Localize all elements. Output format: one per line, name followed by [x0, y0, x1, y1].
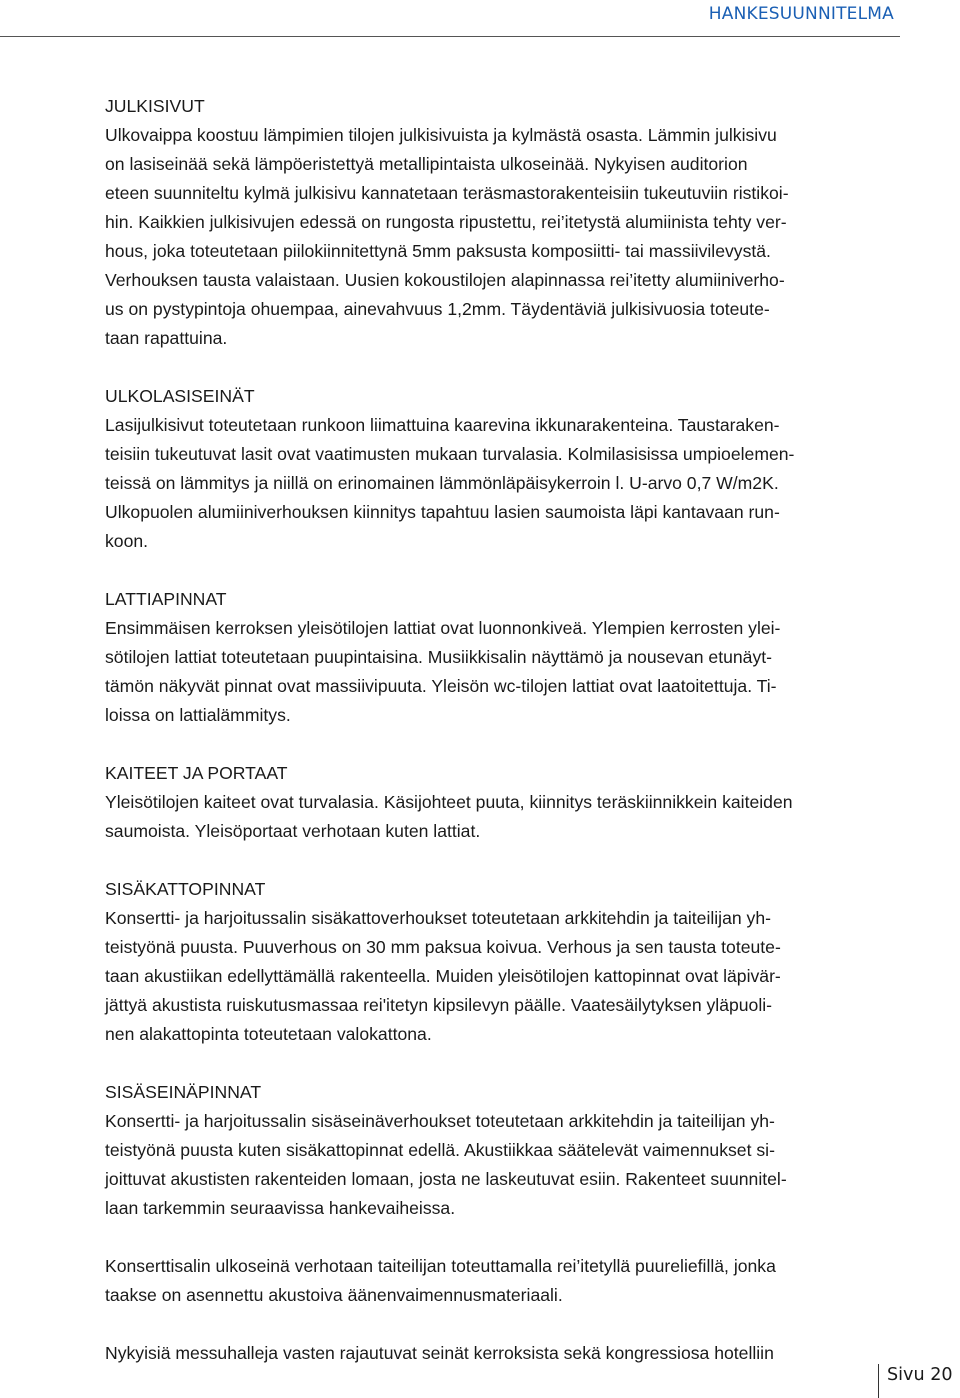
- section-heading: KAITEET JA PORTAAT: [105, 763, 288, 783]
- paragraph-text: [105, 1339, 905, 1368]
- text-line: Nykyisiä messuhalleja vasten rajautuvat seinät kerroksista sekä kongressiosa hotelliin: [105, 1343, 774, 1363]
- paragraph-messuhallit: [105, 1339, 905, 1368]
- section-heading: ULKOLASISEINÄT: [105, 386, 255, 406]
- text-line: Konserttisalin ulkoseinä verhotaan taiteilijan toteuttamalla rei’itetyllä puureliefillä, jonka: [105, 1256, 776, 1276]
- section-heading: SISÄKATTOPINNAT: [105, 879, 266, 899]
- text-line: Verhouksen tausta valaistaan. Uusien kokoustilojen alapinnassa rei’itetty alumiiniverho-: [105, 270, 785, 290]
- text-line: koon.: [105, 531, 149, 551]
- section-text: [105, 411, 905, 556]
- paragraph-konserttisalin-ulkoseina: [105, 1252, 905, 1310]
- text-line: Yleisötilojen kaiteet ovat turvalasia. Käsijohteet puuta, kiinnitys teräskiinnikkein kaiteiden: [105, 792, 793, 812]
- section-lattiapinnat: [105, 585, 905, 730]
- text-line: joittuvat akustisten rakenteiden lomaan, josta ne laskeutuvat esiin. Rakenteet suunnitel-: [105, 1169, 787, 1189]
- text-line: laan tarkemmin seuraavissa hankevaiheissa.: [105, 1198, 456, 1218]
- text-line: Ulkopuolen alumiiniverhouksen kiinnitys tapahtuu lasien saumoista läpi kantavaan run-: [105, 502, 780, 522]
- text-line: Konsertti- ja harjoitussalin sisäkattoverhoukset toteutetaan arkkitehdin ja taiteilijan yh-: [105, 908, 771, 928]
- text-line: on lasiseinää sekä lämpöeristettyä metallipintaista ulkoseinää. Nykyisen auditorion: [105, 154, 748, 174]
- text-line: taan rapattuina.: [105, 328, 228, 348]
- text-line: eteen suunniteltu kylmä julkisivu kannatetaan teräsmastorakenteisiin tukeutuviin ristikoi-: [105, 183, 789, 203]
- section-text: [105, 788, 905, 846]
- section-sisaseinapinnat: [105, 1078, 905, 1223]
- document-body: [105, 92, 905, 1397]
- section-heading: LATTIAPINNAT: [105, 589, 227, 609]
- document-header-title: HANKESUUNNITELMA: [708, 4, 894, 24]
- section-text: [105, 614, 905, 730]
- text-line: jättyä akustista ruiskutusmassaa rei'itetyn kipsilevyn päälle. Vaatesäilytyksen yläpuoli-: [105, 995, 773, 1015]
- text-line: Ulkovaippa koostuu lämpimien tilojen julkisivuista ja kylmästä osasta. Lämmin julkisivu: [105, 125, 777, 145]
- text-line: teistyönä puusta kuten sisäkattopinnat edellä. Akustiikkaa säätelevät vaimennukset si-: [105, 1140, 775, 1160]
- text-line: taan akustiikan edellyttämällä rakenteella. Muiden yleisötilojen kattopinnat ovat läpivär-: [105, 966, 781, 986]
- text-line: saumoista. Yleisöportaat verhotaan kuten lattiat.: [105, 821, 481, 841]
- page-value: 20: [930, 1365, 953, 1385]
- section-heading: JULKISIVUT: [105, 96, 205, 116]
- text-line: nen alakattopinta toteutetaan valokattona.: [105, 1024, 432, 1044]
- text-line: us on pystypintoja ohuempaa, ainevahvuus 1,2mm. Täydentäviä julkisivuosia toteute-: [105, 299, 770, 319]
- section-text: [105, 121, 905, 353]
- text-line: teisiin tukeutuvat lasit ovat vaatimusten mukaan turvalasia. Kolmilasisissa umpioelemen-: [105, 444, 795, 464]
- page-number: [887, 1365, 953, 1385]
- text-line: hous, joka toteutetaan piilokiinnitettynä 5mm paksusta komposiitti- tai massiivilevystä.: [105, 241, 771, 261]
- page-label: Sivu: [887, 1365, 925, 1385]
- text-line: taakse on asennettu akustoiva äänenvaimennusmateriaali.: [105, 1285, 563, 1305]
- footer-divider: [878, 1364, 879, 1398]
- section-text: [105, 904, 905, 1049]
- text-line: Konsertti- ja harjoitussalin sisäseinäverhoukset toteutetaan arkkitehdin ja taiteilijan yh-: [105, 1111, 775, 1131]
- section-sisakattopinnat: [105, 875, 905, 1049]
- section-julkisivut: [105, 92, 905, 353]
- paragraph-text: [105, 1252, 905, 1310]
- text-line: teistyönä puusta. Puuverhous on 30 mm paksua koivua. Verhous ja sen tausta toteute-: [105, 937, 781, 957]
- text-line: Lasijulkisivut toteutetaan runkoon liimattuina kaarevina ikkunarakenteina. Taustaraken-: [105, 415, 780, 435]
- section-text: [105, 1107, 905, 1223]
- text-line: sötilojen lattiat toteutetaan puupintaisina. Musiikkisalin näyttämö ja nousevan etunäyt-: [105, 647, 773, 667]
- text-line: Ensimmäisen kerroksen yleisötilojen lattiat ovat luonnonkiveä. Ylempien kerrosten ylei-: [105, 618, 781, 638]
- text-line: tämön näkyvät pinnat ovat massiivipuuta. Yleisön wc-tilojen lattiat ovat laatoitettuja. Ti-: [105, 676, 777, 696]
- text-line: hin. Kaikkien julkisivujen edessä on rungosta ripustettu, rei’itetystä alumiinista tehty ver-: [105, 212, 787, 232]
- section-ulkolasiseinat: [105, 382, 905, 556]
- text-line: teissä on lämmitys ja niillä on erinomainen lämmönläpäisykerroin l. U-arvo 0,7 W/m2K.: [105, 473, 779, 493]
- text-line: loissa on lattialämmitys.: [105, 705, 291, 725]
- section-heading: SISÄSEINÄPINNAT: [105, 1082, 262, 1102]
- section-kaiteet-ja-portaat: [105, 759, 905, 846]
- header-divider: [0, 36, 900, 37]
